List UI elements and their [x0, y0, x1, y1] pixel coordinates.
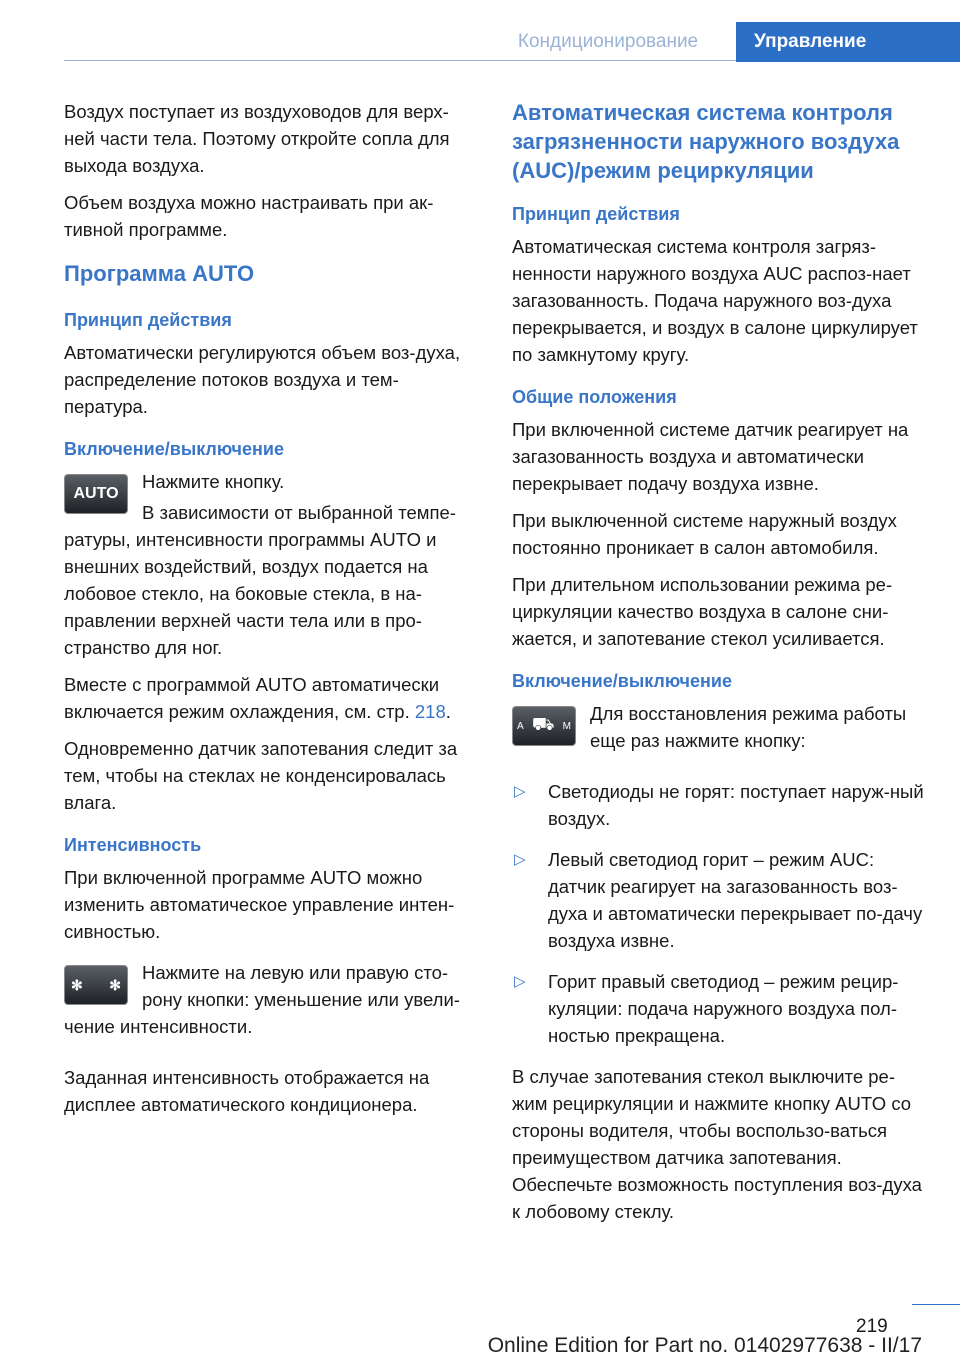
- auto-instruction: [64, 468, 479, 671]
- subheading-principle: Принцип действия: [512, 204, 680, 224]
- recirculation-instruction: [512, 700, 927, 764]
- triangle-bullet-icon: ▷: [514, 783, 526, 800]
- right-column: [512, 98, 927, 1235]
- paragraph: При включенной программе AUTO можно изменить автоматическое управление интен-сивностью.: [64, 867, 455, 942]
- list-item: ▷ Левый светодиод горит – режим AUC: датчик реагирует на загазованность воз-духа и автоматически перекрывает по-дачу воздуха извне.: [512, 846, 927, 954]
- intensity-instruction: [64, 959, 479, 1050]
- page-number: 219: [856, 1316, 888, 1337]
- paragraph: При длительном использовании режима ре-циркуляции качество воздуха в салоне сни-жается, и запотевание стекол усиливается.: [512, 574, 893, 649]
- paragraph: Нажмите на левую или правую сто-рону кнопки: уменьшение или увели-чение интенсивности.: [64, 962, 460, 1037]
- subheading-principle: Принцип действия: [64, 310, 232, 330]
- paragraph: Автоматически регулируются объем воз-духа, распределение потоков воздуха и тем-пература.: [64, 342, 461, 417]
- auto-button-icon: AUTO: [64, 474, 128, 514]
- led-state-list: [512, 778, 927, 1049]
- paragraph: Заданная интенсивность отображается на дисплее автоматического кондиционера.: [64, 1067, 430, 1115]
- triangle-bullet-icon: ▷: [514, 973, 526, 990]
- subheading-on-off: Включение/выключение: [64, 439, 284, 459]
- paragraph: При включенной системе датчик реагирует на загазованность воздуха и автоматически перекрывает подачу воздуха извне.: [512, 419, 909, 494]
- subheading-intensity: Интенсивность: [64, 835, 202, 855]
- fan-small-icon: ✻: [71, 976, 83, 993]
- recirculation-button-icon: A ⛟ M: [512, 706, 576, 746]
- subheading-on-off: Включение/выключение: [512, 671, 732, 691]
- paragraph: Нажмите кнопку.: [142, 471, 285, 492]
- paragraph: Одновременно датчик запотевания следит за тем, чтобы на стеклах не конденсировалась влага.: [64, 738, 458, 813]
- paragraph: В зависимости от выбранной темпе-ратуры, интенсивности программы AUTO и внешних воздействий, воздух подается на лобовое стекло, на боковые стекла, в на-правлении верхней части тела или в про-странство для ног.: [64, 502, 456, 658]
- fan-large-icon: ✻: [109, 976, 121, 993]
- triangle-bullet-icon: ▷: [514, 851, 526, 868]
- fan-intensity-button-icon: [64, 965, 128, 1005]
- heading-auto-program: Программа AUTO: [64, 261, 255, 286]
- car-recirculation-icon: ⛟: [531, 714, 555, 734]
- paragraph: Для восстановления режима работы еще раз нажмите кнопку:: [590, 703, 907, 751]
- edition-footer: Online Edition for Part no. 01402977638 - II/17: [487, 1334, 922, 1357]
- page-ref-link[interactable]: 218: [414, 701, 446, 722]
- paragraph: В случае запотевания стекол выключите ре-жим рециркуляции и нажмите кнопку AUTO со стороны водителя, чтобы воспользо-ваться преимуществом датчика запотевания. Обеспечьте возможность поступления воз-духа к лобовому стеклу.: [512, 1066, 922, 1222]
- list-item: ▷ Горит правый светодиод – режим рецир-куляции: подача наружного воздуха пол-ностью прекращена.: [512, 968, 927, 1049]
- subheading-general: Общие положения: [512, 387, 677, 407]
- footer-rule: [912, 1304, 960, 1305]
- left-column: [64, 98, 479, 1128]
- list-item: ▷ Светодиоды не горят: поступает наруж-ный воздух.: [512, 778, 927, 832]
- heading-auc: Автоматическая система контроля загрязненности наружного воздуха (AUC)/режим рециркуляции: [512, 100, 900, 183]
- section-tab[interactable]: Кондиционирование: [517, 31, 699, 52]
- paragraph-with-ref: Вместе с программой AUTO автоматически включается режим охлаждения, см. стр. 218.: [64, 674, 451, 722]
- paragraph: При выключенной системе наружный воздух постоянно проникает в салон автомобиля.: [512, 510, 897, 558]
- paragraph: Воздух поступает из воздуховодов для верх-ней части тела. Поэтому откройте сопла для выхода воздуха.: [64, 101, 450, 176]
- paragraph: Автоматическая система контроля загряз-ненности наружного воздуха AUC распоз-нает загазованность. Подача наружного воз-духа перекрывается, и воздух в салоне циркулирует по замкнутому кругу.: [512, 236, 918, 365]
- paragraph: Объем воздуха можно настраивать при ак-тивной программе.: [64, 192, 434, 240]
- chapter-tab[interactable]: Управление: [736, 22, 960, 62]
